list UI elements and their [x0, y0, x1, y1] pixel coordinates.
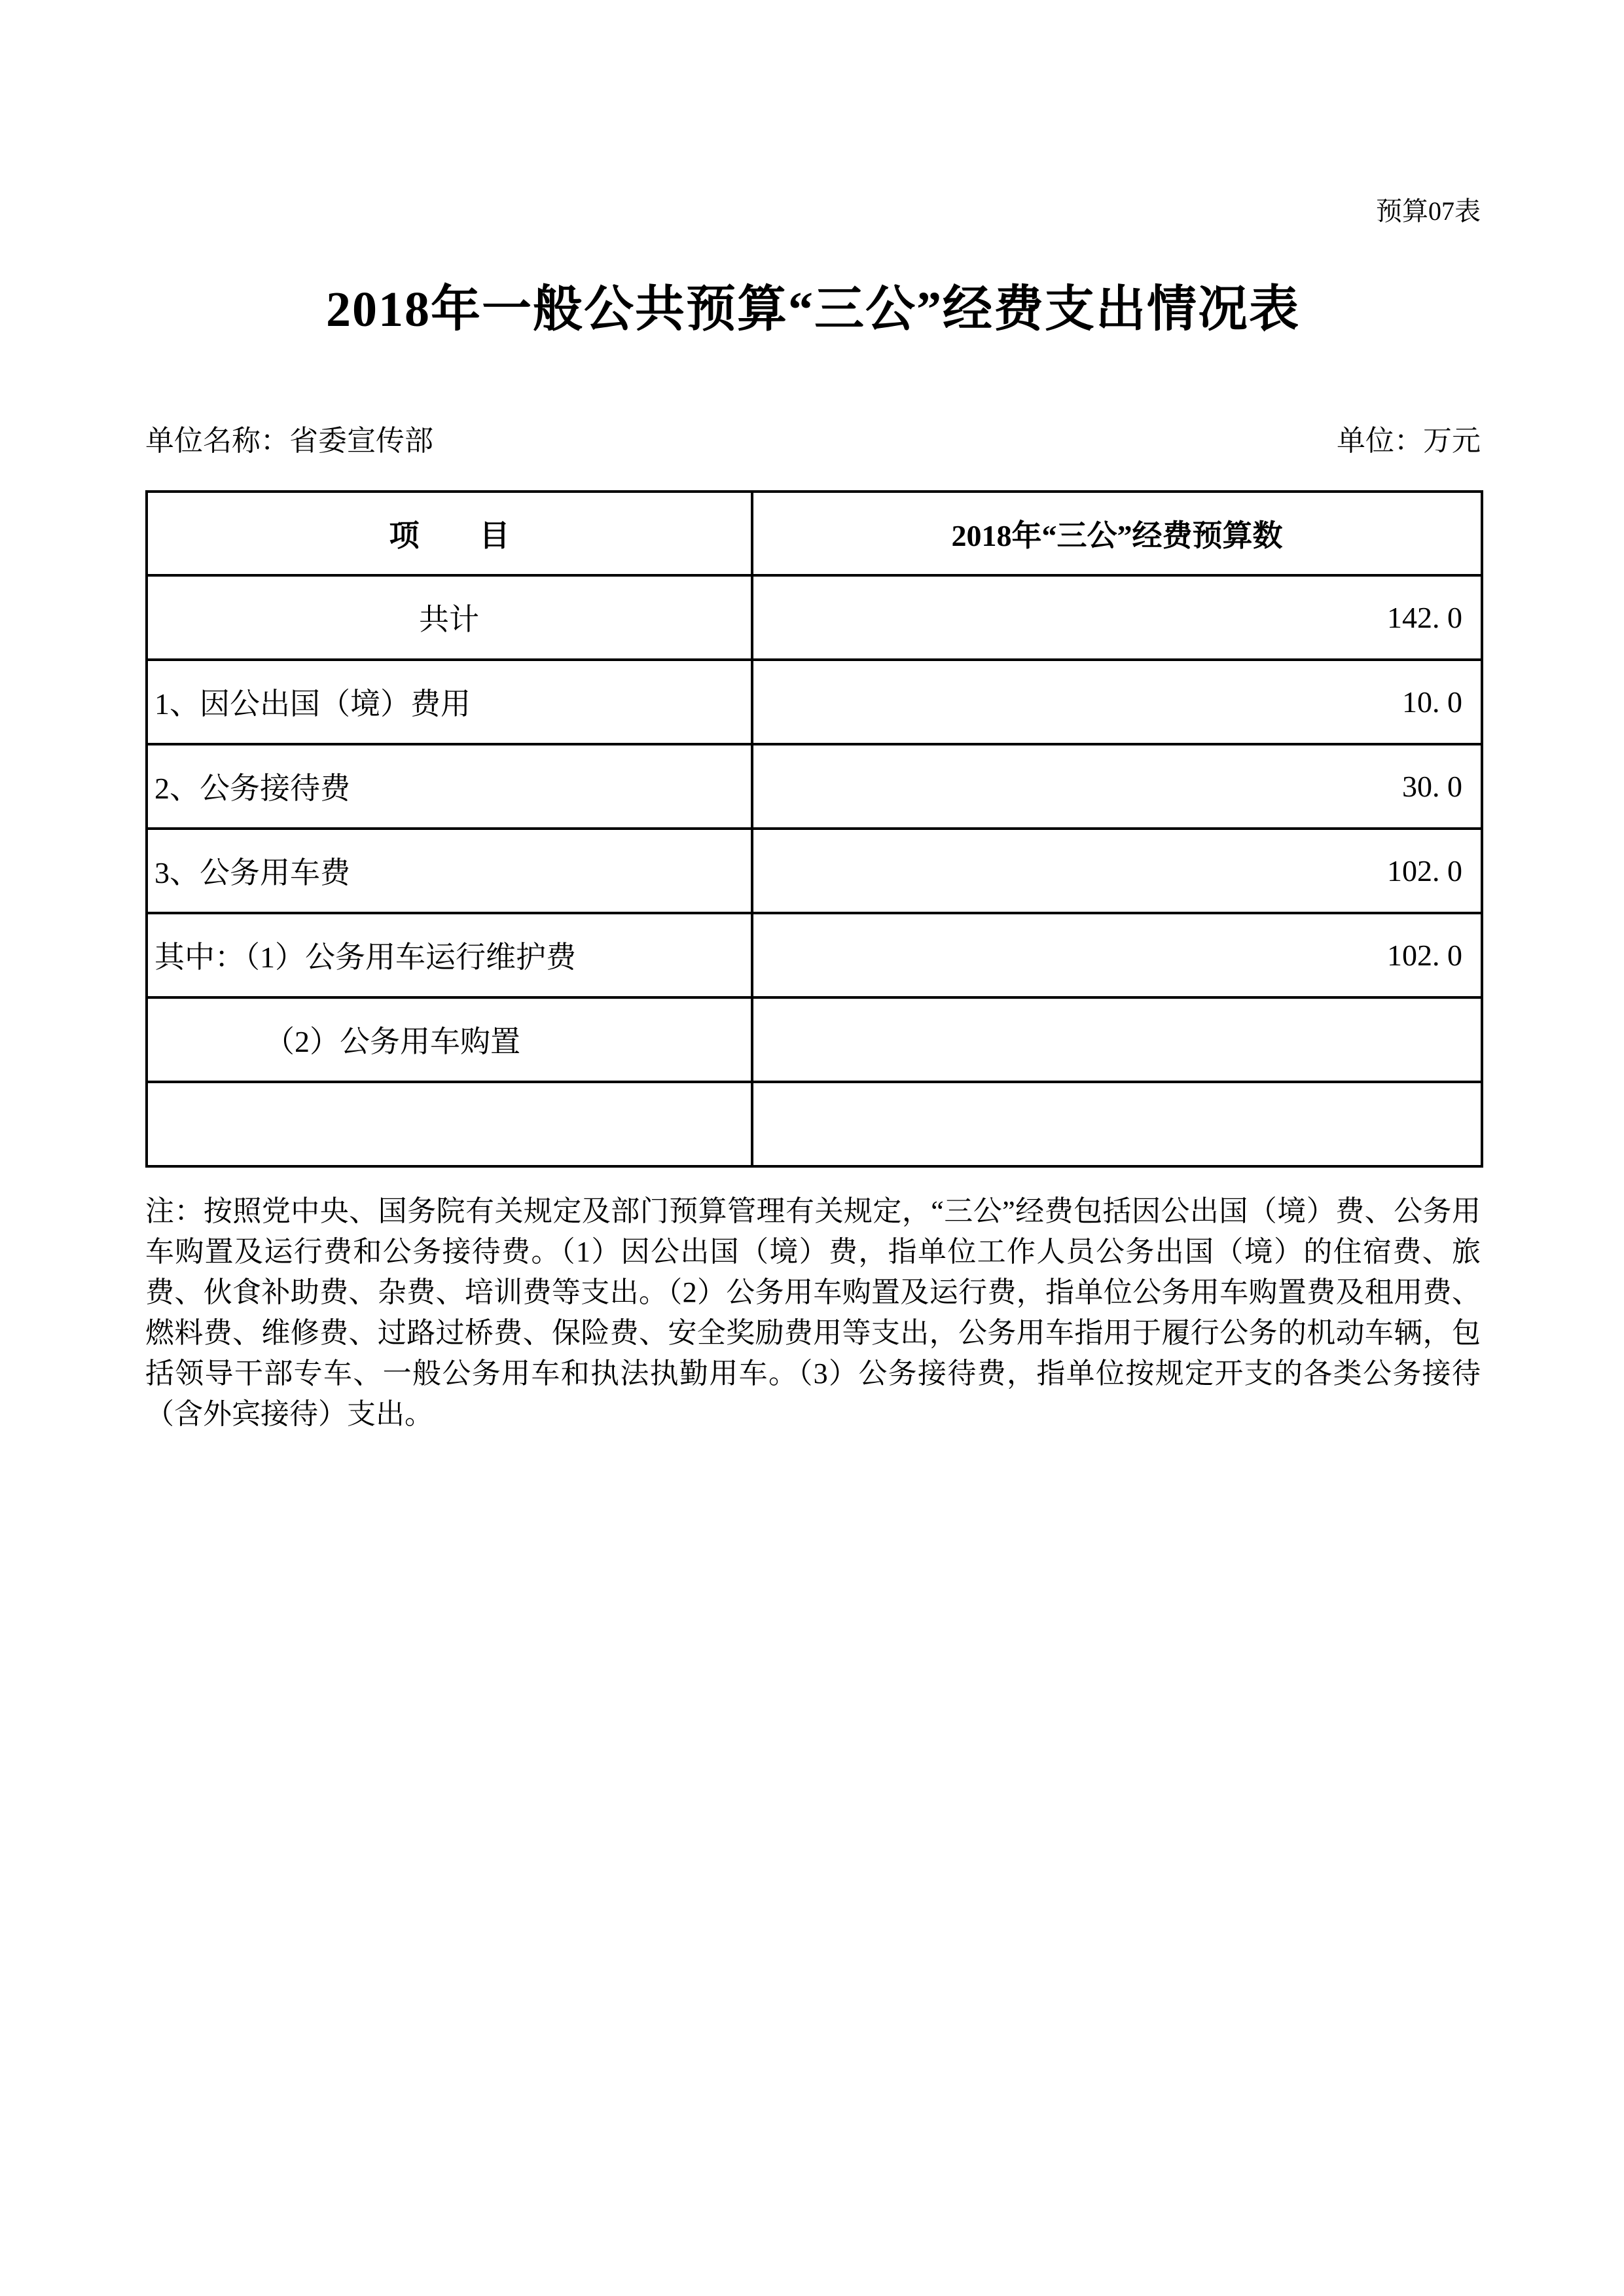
value-cell: 30. 0: [752, 744, 1482, 829]
unit-name: [145, 422, 433, 460]
item-cell: 2、公务接待费: [147, 744, 752, 829]
table-row: [147, 1082, 1482, 1166]
table-header-row: [147, 492, 1482, 575]
item-cell: 共计: [147, 575, 752, 660]
item-cell: 3、公务用车费: [147, 829, 752, 913]
header-budget-amount: 2018年“三公”经费预算数: [752, 492, 1482, 575]
value-cell: [752, 1082, 1482, 1166]
currency-unit-value: 万元: [1423, 424, 1481, 457]
item-cell: 1、因公出国（境）费用: [147, 660, 752, 744]
item-cell: [147, 1082, 752, 1166]
value-cell: 142. 0: [752, 575, 1482, 660]
table-row: [147, 913, 1482, 997]
header-item: 项 目: [147, 492, 752, 575]
footnote-text: 注：按照党中央、国务院有关规定及部门预算管理有关规定，“三公”经费包括因公出国（境）费、公务用车购置及运行费和公务接待费。（1）因公出国（境）费，指单位工作人员公务出国（境）的住宿费、旅费、伙食补助费、杂费、培训费等支出。（2）公务用车购置及运行费，指单位公务用车购置费及租用费、燃料费、维修费、过路过桥费、保险费、安全奖励费用等支出，公务用车指用于履行公务的机动车辆，包括领导干部专车、一般公务用车和执法执勤用车。（3）公务接待费，指单位按规定开支的各类公务接待（含外宾接待）支出。: [145, 1194, 1481, 1430]
value-cell: 10. 0: [752, 660, 1482, 744]
table-row: [147, 575, 1482, 660]
value-cell: 102. 0: [752, 913, 1482, 997]
value-cell: [752, 997, 1482, 1082]
table-row: [147, 829, 1482, 913]
page-title: 2018年一般公共预算“三公”经费支出情况表: [326, 282, 1300, 337]
form-number-label: 预算07表: [1376, 196, 1481, 226]
value-cell: 102. 0: [752, 829, 1482, 913]
table-row: [147, 744, 1482, 829]
unit-name-value: 省委宣传部: [289, 424, 433, 457]
currency-unit: [1337, 422, 1481, 460]
currency-unit-label: 单位：: [1337, 424, 1423, 457]
table-row: [147, 660, 1482, 744]
unit-name-label: 单位名称：: [145, 424, 289, 457]
unit-info-row: [145, 422, 1481, 460]
item-cell: 其中：（1）公务用车运行维护费: [147, 913, 752, 997]
item-cell: （2）公务用车购置: [147, 997, 752, 1082]
table-row: [147, 997, 1482, 1082]
budget-table: [145, 490, 1483, 1168]
